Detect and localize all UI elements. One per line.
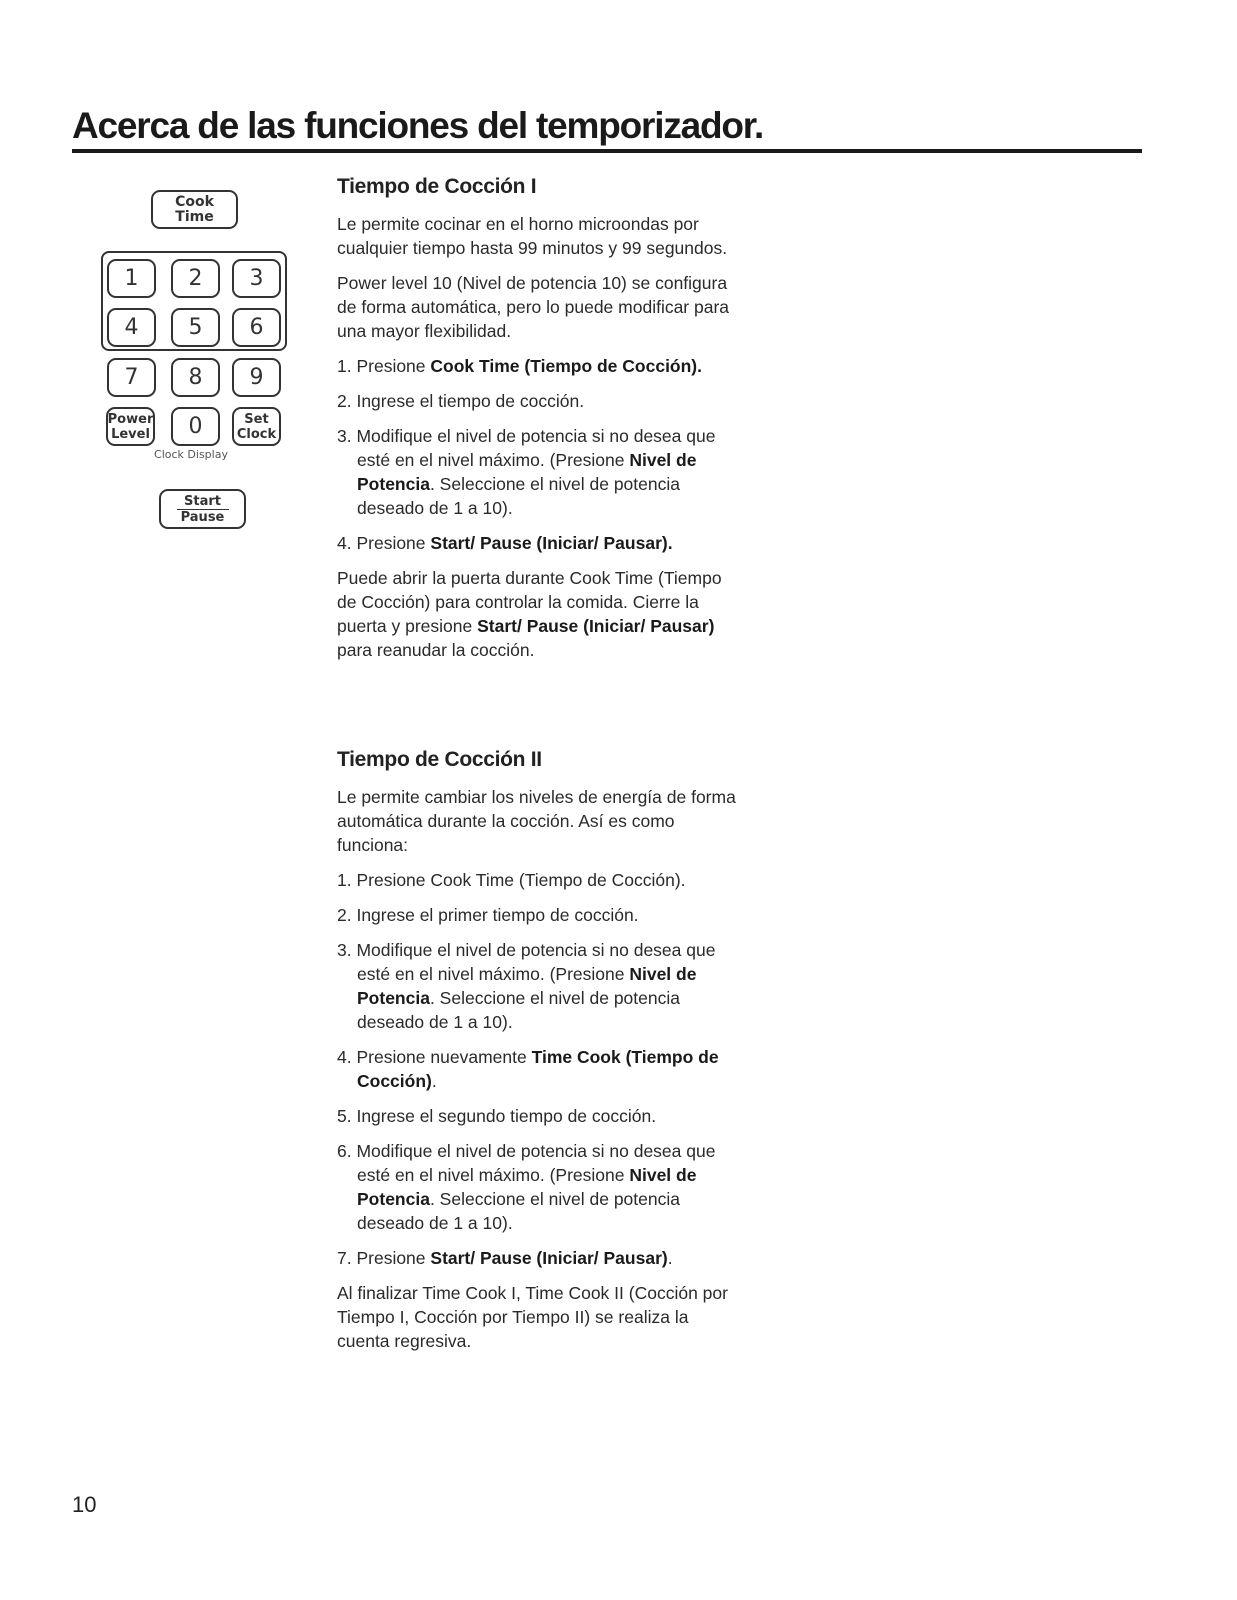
section1-step-1: 1. Presione Cook Time (Tiempo de Cocción). [337,356,702,376]
instructions [337,172,737,1364]
section2-step-6: 6. Modifique el nivel de potencia si no desea que esté en el nivel máximo. (Presione Nivel de Potencia. Seleccione el nivel de potencia deseado de 1 a 10). [337,1141,716,1233]
clock-display-label: Clock Display [154,448,228,461]
title-rule [72,149,1142,153]
section1-intro: Le permite cocinar en el horno microondas por cualquier tiempo hasta 99 minutos y 99 segundos. [337,214,728,258]
section2-heading: Tiempo de Cocción II [337,748,542,771]
section2-step-7: 7. Presione Start/ Pause (Iniciar/ Pausar). [337,1248,673,1268]
section2-outro: Al finalizar Time Cook I, Time Cook II (Cocción por Tiempo I, Cocción por Tiempo II) se realiza la cuenta regresiva. [337,1283,728,1351]
section1-step-2: 2. Ingrese el tiempo de cocción. [337,391,585,411]
key-2: 2 [171,259,220,298]
section2-steps [337,868,737,1270]
section2-step-2: 2. Ingrese el primer tiempo de cocción. [337,905,639,925]
section1-outro: Puede abrir la puerta durante Cook Time (Tiempo de Cocción) para controlar la comida. Cierre la puerta y presione Start/ Pause (Iniciar/ Pausar) para reanudar la cocción. [337,568,722,660]
key-8: 8 [171,358,220,397]
key-0: 0 [171,407,220,446]
section2-step-3: 3. Modifique el nivel de potencia si no desea que esté en el nivel máximo. (Presione Nivel de Potencia. Seleccione el nivel de potencia deseado de 1 a 10). [337,940,716,1032]
section1-power-note: Power level 10 (Nivel de potencia 10) se configura de forma automática, pero lo puede modificar para una mayor flexibilidad. [337,273,730,341]
page-number: 10 [72,1492,97,1517]
set-clock-key: Set Clock [232,407,281,446]
section1-steps [337,354,737,555]
key-6: 6 [232,308,281,347]
key-7: 7 [107,358,156,397]
cook-time-key: Cook Time [151,190,238,229]
section1-step-3: 3. Modifique el nivel de potencia si no desea que esté en el nivel máximo. (Presione Nivel de Potencia. Seleccione el nivel de potencia deseado de 1 a 10). [337,426,716,518]
key-1: 1 [107,259,156,298]
section1-heading: Tiempo de Cocción I [337,175,537,198]
key-9: 9 [232,358,281,397]
section1-step-4: 4. Presione Start/ Pause (Iniciar/ Pausar). [337,533,673,553]
key-5: 5 [171,308,220,347]
power-level-key: Power Level [106,407,155,446]
section2-step-4: 4. Presione nuevamente Time Cook (Tiempo de Cocción). [337,1047,719,1091]
section-spacer [337,673,737,745]
key-3: 3 [232,259,281,298]
section2-step-1: 1. Presione Cook Time (Tiempo de Cocción). [337,870,686,890]
key-4: 4 [107,308,156,347]
section2-intro: Le permite cambiar los niveles de energía de forma automática durante la cocción. Así es como funciona: [337,787,736,855]
keypad-illustration [96,186,296,536]
section2-step-5: 5. Ingrese el segundo tiempo de cocción. [337,1106,657,1126]
page-title: Acerca de las funciones del temporizador. [72,105,764,146]
start-pause-key: Start Pause [159,489,246,529]
